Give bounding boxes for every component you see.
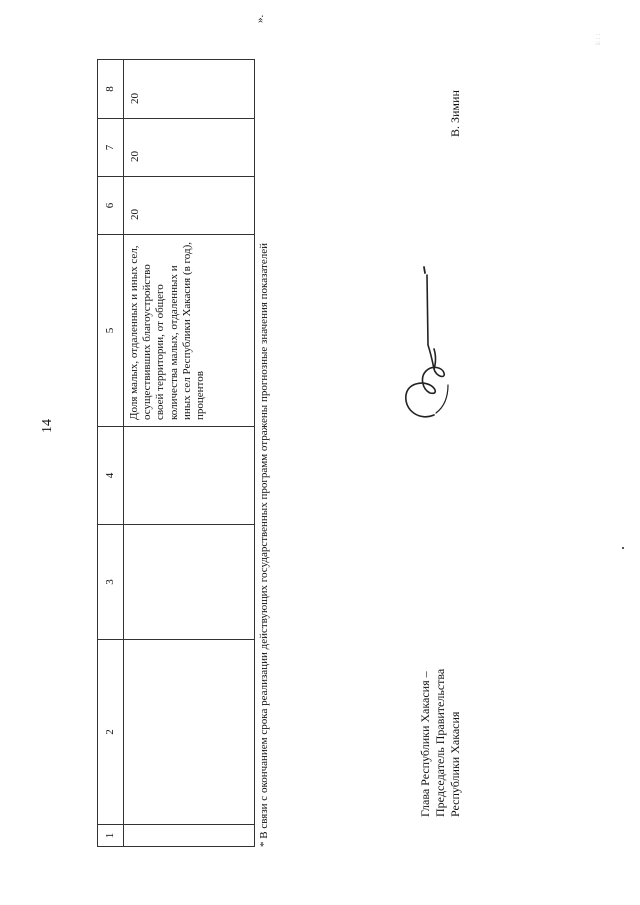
table-cell-c4	[124, 427, 255, 525]
indicator-table	[97, 59, 255, 847]
footnote: * В связи с окончанием срока реализации действующих государственных программ отражены прогнозные значения показателей	[258, 243, 270, 847]
column-number-7: 7	[98, 119, 124, 177]
column-number-5: 5	[98, 235, 124, 427]
position-line: Республики Хакасия	[448, 711, 462, 817]
column-number-6: 6	[98, 177, 124, 235]
page-number: 14	[40, 419, 55, 433]
handwritten-signature	[400, 265, 460, 425]
table-cell-c1	[124, 825, 255, 847]
position-line: Председатель Правительства	[433, 668, 447, 817]
scan-speck	[622, 547, 624, 549]
value-cell-6: 20	[124, 177, 255, 235]
column-number-8: 8	[98, 60, 124, 119]
value-cell-8: 20	[124, 60, 255, 119]
column-number-1: 1	[98, 825, 124, 847]
closing-quote: ».	[254, 14, 266, 23]
table-row	[124, 60, 255, 847]
table-header-row	[98, 60, 124, 847]
value-cell-7: 20	[124, 119, 255, 177]
signatory-name: В. Зимин	[448, 90, 462, 137]
table-cell-c2	[124, 640, 255, 825]
indicator-description: Доля малых, отдаленных и иных сел, осуществивших благоустройство своей территории, от общего количества малых, отдаленных и иных сел Республики Хакасия (в год), процентов	[124, 235, 255, 427]
position-line: Глава Республики Хакасия –	[418, 671, 432, 817]
signatory-position	[418, 669, 463, 817]
table-cell-c3	[124, 525, 255, 640]
column-number-3: 3	[98, 525, 124, 640]
column-number-4: 4	[98, 427, 124, 525]
column-number-2: 2	[98, 640, 124, 825]
faint-mark: i: : :	[594, 33, 602, 45]
